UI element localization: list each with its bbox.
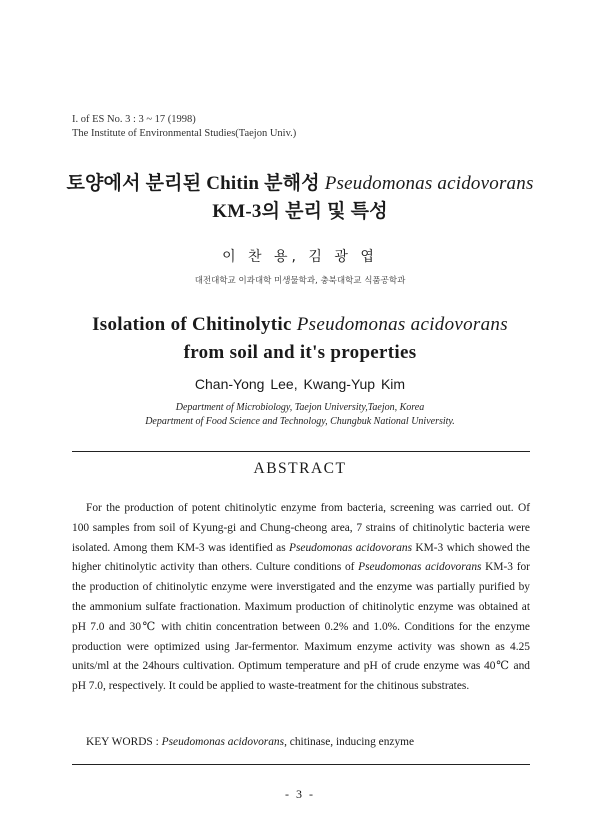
top-divider: [72, 451, 530, 452]
abstract-heading: ABSTRACT: [253, 460, 347, 477]
keywords-rest: , chitinase, inducing enzyme: [284, 736, 415, 748]
abstract-text-part1: For the production of potent chitinolytic enzyme from bacteria, screening was carried out. Of 100 samples from soil of Kyung-gi and Chung-cheong area, 7 strains of chitinolytic bacteria were isolated. Among them KM-3 was identified as: [72, 502, 530, 554]
title-english-species: Pseudomonas acidovorans: [296, 314, 508, 335]
title-english-line1: Isolation of Chitinolytic: [92, 314, 297, 335]
authors-english: Chan-Yong Lee, Kwang-Yup Kim: [194, 376, 406, 392]
affiliation-english-line2: Department of Food Science and Technology, Chungbuk National University.: [145, 416, 455, 427]
title-korean: [0, 170, 600, 226]
affiliation-english-line1: Department of Microbiology, Taejon University,Taejon, Korea: [175, 402, 425, 413]
title-korean-species: Pseudomonas acidovorans: [324, 173, 534, 194]
journal-citation: I. of ES No. 3 : 3 ~ 17 (1998): [72, 114, 196, 125]
journal-header: [72, 113, 296, 141]
abstract-text-part3: KM-3 for the production of chitinolytic enzyme were inverstigated and the enzyme was partially purified by the ammonium sulfate fractionation. Maximum production of chitinolytic enzyme was obtained at pH 7.0 and 30℃ with chitin concentration between 0.2% and 1.0%. Conditions for the enzyme production were optimized using Jar-fermentor. Maximum enzyme activity was shown as 4.25 units/ml at the 24hours cultivation. Optimum temperature and pH of crude enzyme was 40℃ and pH 7.0, respectively. It could be applied to waste-treatment for the chitinous substrates.: [72, 561, 530, 693]
authors-korean: 이 찬 용, 김 광 엽: [222, 249, 378, 265]
keywords-species: Pseudomonas acidovorans: [161, 736, 285, 748]
title-english: [0, 311, 600, 367]
abstract-species-2: Pseudomonas acidovorans: [358, 561, 482, 574]
title-english-line2: from soil and it's properties: [183, 342, 417, 363]
title-korean-line1: 토양에서 분리된 Chitin 분해성: [66, 173, 325, 194]
bottom-divider: [72, 764, 530, 765]
keywords: [86, 736, 414, 748]
affiliation-korean: 대전대학교 이과대학 미생물학과, 충북대학교 식품공학과: [194, 276, 406, 286]
keywords-label: KEY WORDS :: [86, 736, 162, 748]
abstract-species-1: Pseudomonas acidovorans: [289, 541, 413, 554]
abstract-text-part2: KM-3 which showed the higher chitinolytic activity than others. Culture conditions of: [72, 541, 530, 574]
title-korean-line2: KM-3의 분리 및 특성: [212, 201, 388, 222]
journal-institute: The Institute of Environmental Studies(Taejon Univ.): [72, 128, 297, 139]
page-number: - 3 -: [285, 787, 315, 801]
abstract-body: [72, 499, 530, 697]
affiliation-english: [0, 401, 600, 429]
